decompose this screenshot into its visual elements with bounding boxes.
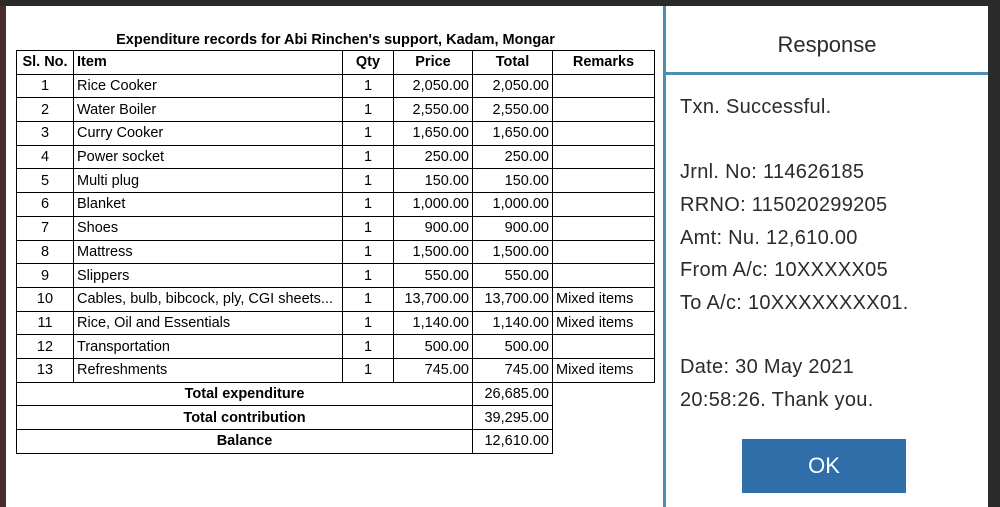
- ok-button[interactable]: OK: [742, 439, 906, 493]
- cell-qty: 1: [343, 145, 394, 169]
- cell-qty: 1: [343, 358, 394, 382]
- right-edge: [988, 6, 1000, 507]
- summary-empty: [553, 430, 655, 454]
- cell-remarks: Mixed items: [553, 311, 655, 335]
- cell-item: Rice, Oil and Essentials: [74, 311, 343, 335]
- cell-total: 1,140.00: [473, 311, 553, 335]
- response-title: Response: [777, 32, 877, 57]
- header-remarks: Remarks: [553, 51, 655, 75]
- cell-item: Curry Cooker: [74, 122, 343, 146]
- cell-price: 2,050.00: [394, 74, 473, 98]
- cell-remarks: Mixed items: [553, 358, 655, 382]
- summary-value: 12,610.00: [473, 430, 553, 454]
- table-row: [17, 358, 655, 382]
- txn-status: Txn. Successful.: [680, 96, 832, 118]
- cell-total: 745.00: [473, 358, 553, 382]
- cell-remarks: [553, 264, 655, 288]
- sheet-title: Expenditure records for Abi Rinchen's support, Kadam, Mongar: [116, 32, 555, 48]
- cell-qty: 1: [343, 193, 394, 217]
- cell-sl: 6: [17, 193, 74, 217]
- summary-value: 26,685.00: [473, 382, 553, 406]
- header-item: Item: [74, 51, 343, 75]
- summary-row-balance: [17, 430, 655, 454]
- cell-item: Transportation: [74, 335, 343, 359]
- table-row: [17, 98, 655, 122]
- cell-item: Multi plug: [74, 169, 343, 193]
- cell-remarks: [553, 145, 655, 169]
- cell-qty: 1: [343, 240, 394, 264]
- cell-price: 550.00: [394, 264, 473, 288]
- cell-qty: 1: [343, 122, 394, 146]
- table-row: [17, 169, 655, 193]
- table-row: [17, 193, 655, 217]
- cell-total: 2,050.00: [473, 74, 553, 98]
- cell-remarks: [553, 216, 655, 240]
- table-row: [17, 287, 655, 311]
- table-row: [17, 311, 655, 335]
- cell-item: Refreshments: [74, 358, 343, 382]
- cell-total: 150.00: [473, 169, 553, 193]
- summary-label: Balance: [17, 430, 473, 454]
- cell-qty: 1: [343, 216, 394, 240]
- cell-price: 2,550.00: [394, 98, 473, 122]
- cell-qty: 1: [343, 287, 394, 311]
- table-row: [17, 216, 655, 240]
- header-sl: Sl. No.: [17, 51, 74, 75]
- header-price: Price: [394, 51, 473, 75]
- txn-date: Date: 30 May 2021: [680, 356, 855, 378]
- cell-price: 900.00: [394, 216, 473, 240]
- cell-item: Water Boiler: [74, 98, 343, 122]
- header-qty: Qty: [343, 51, 394, 75]
- cell-price: 1,140.00: [394, 311, 473, 335]
- table-caption-row: [17, 30, 655, 51]
- cell-total: 1,650.00: [473, 122, 553, 146]
- cell-price: 500.00: [394, 335, 473, 359]
- cell-total: 550.00: [473, 264, 553, 288]
- summary-empty: [553, 406, 655, 430]
- cell-total: 900.00: [473, 216, 553, 240]
- summary-row-total-expenditure: [17, 382, 655, 406]
- cell-price: 1,500.00: [394, 240, 473, 264]
- cell-remarks: [553, 240, 655, 264]
- cell-remarks: Mixed items: [553, 287, 655, 311]
- table-row: [17, 335, 655, 359]
- cell-qty: 1: [343, 335, 394, 359]
- cell-price: 1,000.00: [394, 193, 473, 217]
- journal-number: Jrnl. No: 114626185: [680, 161, 865, 183]
- cell-remarks: [553, 169, 655, 193]
- cell-total: 250.00: [473, 145, 553, 169]
- cell-sl: 10: [17, 287, 74, 311]
- cell-sl: 4: [17, 145, 74, 169]
- expenditure-sheet: [6, 6, 663, 507]
- cell-remarks: [553, 335, 655, 359]
- cell-total: 1,000.00: [473, 193, 553, 217]
- cell-total: 500.00: [473, 335, 553, 359]
- cell-sl: 2: [17, 98, 74, 122]
- cell-price: 1,650.00: [394, 122, 473, 146]
- cell-qty: 1: [343, 74, 394, 98]
- cell-sl: 11: [17, 311, 74, 335]
- cell-price: 745.00: [394, 358, 473, 382]
- table-row: [17, 145, 655, 169]
- cell-price: 13,700.00: [394, 287, 473, 311]
- expenditure-table: [16, 30, 655, 454]
- summary-label: Total expenditure: [17, 382, 473, 406]
- table-row: [17, 240, 655, 264]
- cell-sl: 12: [17, 335, 74, 359]
- summary-label: Total contribution: [17, 406, 473, 430]
- cell-total: 1,500.00: [473, 240, 553, 264]
- cell-item: Rice Cooker: [74, 74, 343, 98]
- cell-price: 250.00: [394, 145, 473, 169]
- cell-item: Cables, bulb, bibcock, ply, CGI sheets...: [74, 287, 343, 311]
- cell-remarks: [553, 98, 655, 122]
- txn-time: 20:58:26. Thank you.: [680, 389, 874, 411]
- cell-price: 150.00: [394, 169, 473, 193]
- to-account: To A/c: 10XXXXXXXX01.: [680, 292, 909, 314]
- table-row: [17, 122, 655, 146]
- rrno: RRNO: 115020299205: [680, 194, 888, 216]
- table-row: [17, 264, 655, 288]
- table-header-row: [17, 51, 655, 75]
- cell-item: Shoes: [74, 216, 343, 240]
- cell-qty: 1: [343, 169, 394, 193]
- summary-row-total-contribution: [17, 406, 655, 430]
- cell-sl: 3: [17, 122, 74, 146]
- summary-empty: [553, 382, 655, 406]
- cell-sl: 9: [17, 264, 74, 288]
- cell-qty: 1: [343, 311, 394, 335]
- cell-qty: 1: [343, 264, 394, 288]
- cell-total: 13,700.00: [473, 287, 553, 311]
- from-account: From A/c: 10XXXXX05: [680, 259, 889, 281]
- cell-sl: 1: [17, 74, 74, 98]
- response-dialog: [666, 6, 988, 507]
- cell-remarks: [553, 74, 655, 98]
- cell-sl: 8: [17, 240, 74, 264]
- cell-item: Power socket: [74, 145, 343, 169]
- cell-item: Blanket: [74, 193, 343, 217]
- cell-item: Mattress: [74, 240, 343, 264]
- cell-item: Slippers: [74, 264, 343, 288]
- cell-remarks: [553, 122, 655, 146]
- cell-remarks: [553, 193, 655, 217]
- cell-sl: 5: [17, 169, 74, 193]
- cell-sl: 13: [17, 358, 74, 382]
- header-total: Total: [473, 51, 553, 75]
- cell-qty: 1: [343, 98, 394, 122]
- title-divider: [666, 72, 988, 75]
- amount: Amt: Nu. 12,610.00: [680, 227, 858, 249]
- table-row: [17, 74, 655, 98]
- cell-sl: 7: [17, 216, 74, 240]
- cell-total: 2,550.00: [473, 98, 553, 122]
- summary-value: 39,295.00: [473, 406, 553, 430]
